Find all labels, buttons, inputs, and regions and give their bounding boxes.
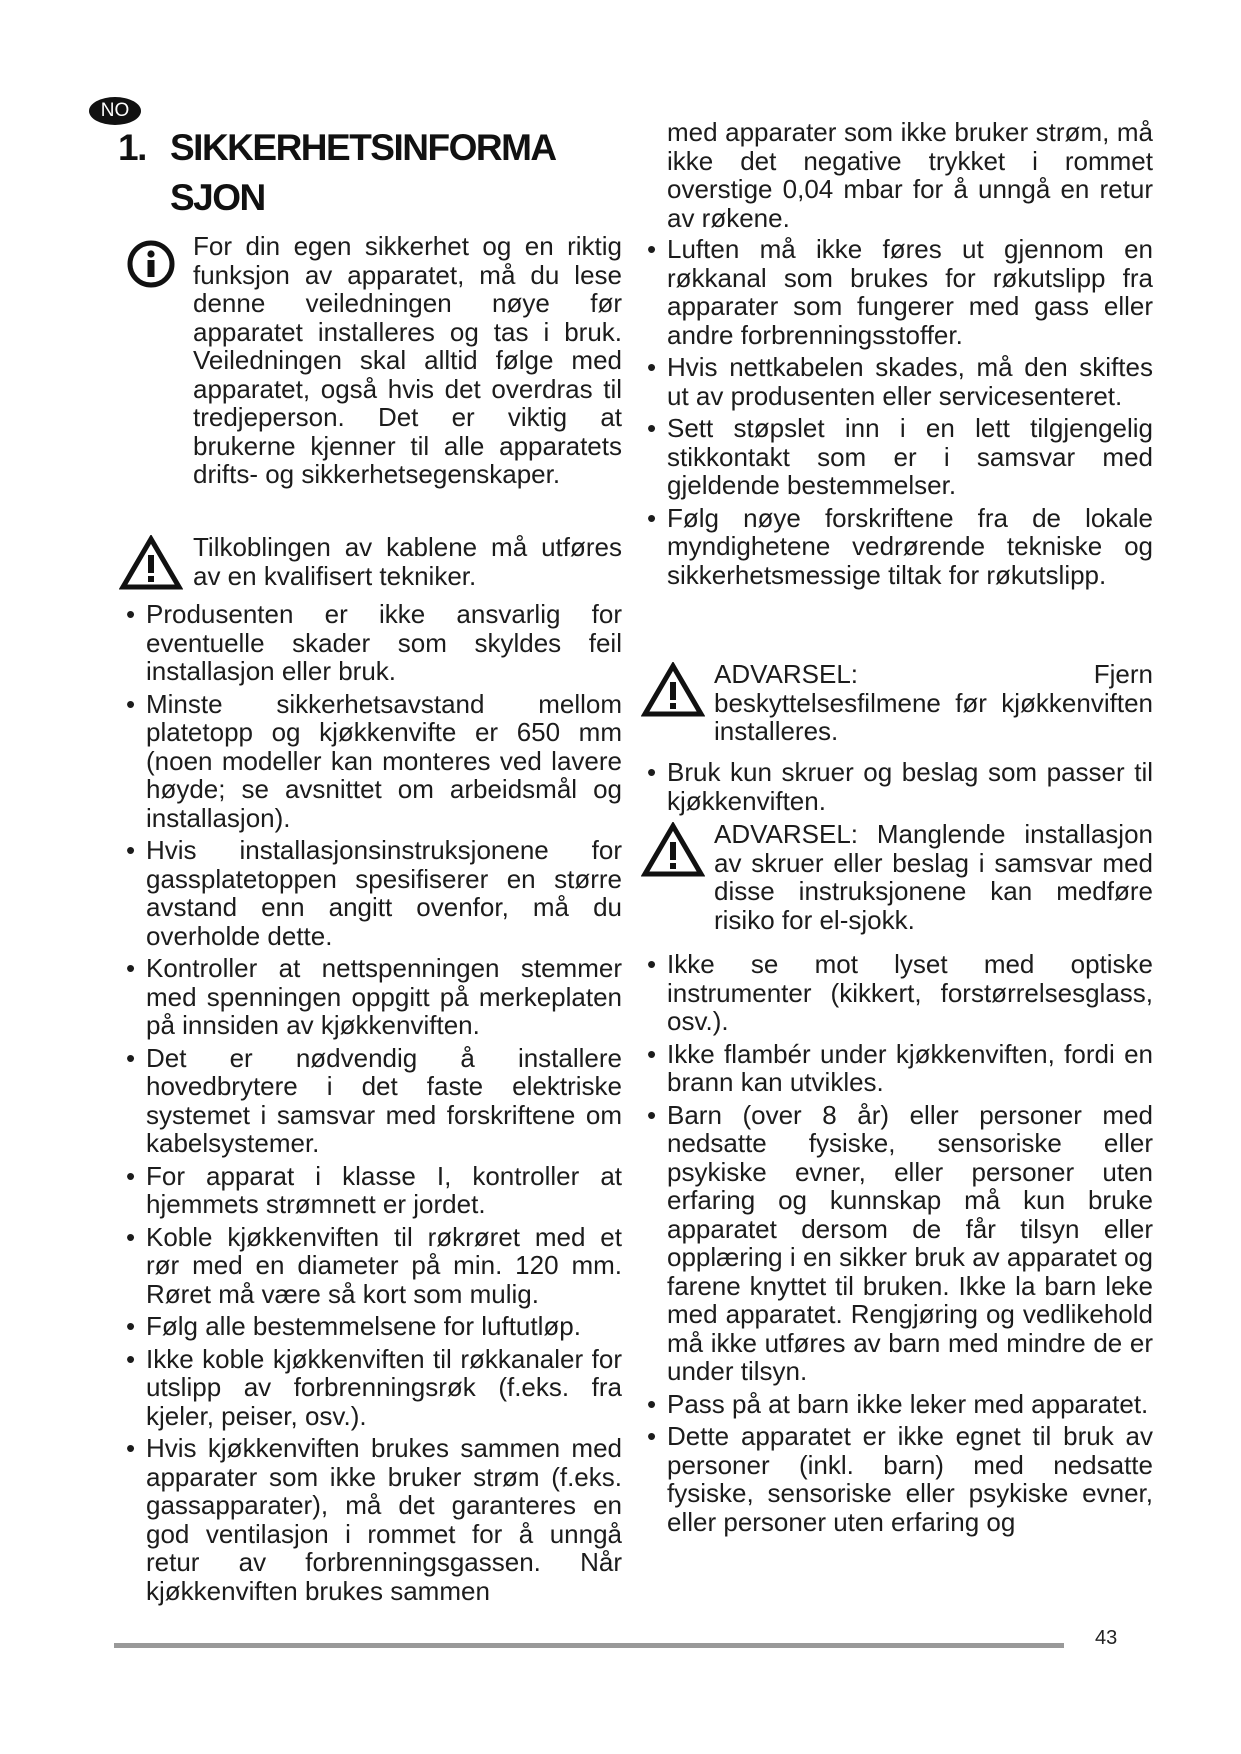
list-item: • Luften må ikke føres ut gjennom en røkkanal som brukes for røkutslipp fra apparater som fungerer med gass eller andre forbrenningsstoffer. (633, 235, 1153, 349)
list-item: • Ikke se mot lyset med optiske instrumenter (kikkert, forstørrelsesglass, osv.). (633, 950, 1153, 1036)
section-number: 1. (118, 127, 146, 168)
warning-remove-film (633, 660, 1153, 746)
warning-screws-text: ADVARSEL: Manglende installasjon av skruer eller beslag i samsvar med disse instruksjonene kan medføre risiko for el-sjokk. (714, 819, 1153, 935)
info-note (112, 232, 622, 489)
list-item: • Det er nødvendig å installere hovedbrytere i det faste elektriske systemet i samsvar med forskriftene om kabelsystemer. (112, 1044, 622, 1158)
list-item: • Hvis nettkabelen skades, må den skiftes ut av produsenten eller servicesenteret. (633, 353, 1153, 410)
right-bullet-list-b (633, 758, 1153, 815)
warning-note (112, 533, 622, 590)
info-note-text: For din egen sikkerhet og en riktig funksjon av apparatet, må du lese denne veiledningen nøye før apparatet installeres og tas i bruk. Veiledningen skal alltid følge med apparatet, også hvis det overdras til tredjeperson. Det er viktig at brukerne kjenner til alle apparatets drifts- og sikkerhetsegenskaper. (193, 231, 622, 489)
list-item: • Ikke flambér under kjøkkenviften, fordi en brann kan utvikles. (633, 1040, 1153, 1097)
list-item: • Bruk kun skruer og beslag som passer til kjøkkenviften. (633, 758, 1153, 815)
language-badge: NO (89, 97, 141, 125)
list-item: • Sett støpslet inn i en lett tilgjengelig stikkontakt som er i samsvar med gjeldende bestemmelser. (633, 414, 1153, 500)
list-item: • Dette apparatet er ikke egnet til bruk av personer (inkl. barn) med nedsatte fysiske, sensoriske eller psykiske evner, eller personer uten erfaring og (633, 1422, 1153, 1536)
section-title-line2: SJON (170, 177, 265, 218)
right-bullet-list-a (633, 235, 1153, 589)
list-item: • For apparat i klasse I, kontroller at hjemmets strømnett er jordet. (112, 1162, 622, 1219)
page-number: 43 (1095, 1627, 1118, 1649)
warning-note-text: Tilkoblingen av kablene må utføres av en kvalifisert tekniker. (193, 532, 622, 591)
list-item: • Produsenten er ikke ansvarlig for eventuelle skader som skyldes feil installasjon eller bruk. (112, 600, 622, 686)
footer-rule (114, 1643, 1064, 1648)
continuation-text: med apparater som ikke bruker strøm, må ikke det negative trykket i rommet overstige 0,04 mbar for å unngå en retur av røkene. (667, 117, 1153, 233)
warning-icon (119, 535, 183, 591)
list-item: • Følg alle bestemmelsene for luftutløp. (112, 1312, 622, 1341)
warning-remove-film-text: ADVARSEL: Fjern beskyttelsesfilmene før kjøkkenviften installeres. (714, 659, 1153, 746)
warning-icon (641, 662, 705, 718)
list-item: • Hvis installasjonsinstruksjonene for gassplatetoppen spesifiserer en større avstand enn angitt ovenfor, må du overholde dette. (112, 836, 622, 950)
list-item: • Pass på at barn ikke leker med apparatet. (633, 1390, 1153, 1419)
list-item: • Minste sikkerhetsavstand mellom platetopp og kjøkkenvifte er 650 mm (noen modeller kan monteres ved lavere høyde; se avsnittet om arbeidsmål og installasjon). (112, 690, 622, 833)
warning-screws (633, 820, 1153, 934)
list-item: • Barn (over 8 år) eller personer med nedsatte fysiske, sensoriske eller psykiske evner, eller personer uten erfaring og kunnskap må kun bruke apparatet dersom de får tilsyn eller opplæring i en sikker bruk av apparatet og farene knyttet til bruken. Ikke la barn leke med apparatet. Rengjøring og vedlikehold må ikke utføres av barn med mindre de er under tilsyn. (633, 1101, 1153, 1386)
section-title-line1: SIKKERHETSINFORMA (170, 127, 556, 168)
list-item: • Kontroller at nettspenningen stemmer med spenningen oppgitt på merkeplaten på innsiden av kjøkkenviften. (112, 954, 622, 1040)
list-item: • Følg nøye forskriftene fra de lokale myndighetene vedrørende tekniske og sikkerhetsmessige tiltak for røkutslipp. (633, 504, 1153, 590)
section-heading (118, 123, 556, 223)
warning-icon (641, 822, 705, 878)
list-item: • Ikke koble kjøkkenviften til røkkanaler for utslipp av forbrenningsrøk (f.eks. fra kjeler, peiser, osv.). (112, 1345, 622, 1431)
info-icon (126, 239, 176, 289)
list-item: • Hvis kjøkkenviften brukes sammen med apparater som ikke bruker strøm (f.eks. gassapparater), må det garanteres en god ventilasjon i rommet for å unngå retur av forbrenningsgassen. Når kjøkkenviften brukes sammen (112, 1434, 622, 1605)
left-bullet-list (112, 600, 622, 1605)
list-item: • Koble kjøkkenviften til røkrøret med et rør med en diameter på min. 120 mm. Røret må være så kort som mulig. (112, 1223, 622, 1309)
right-bullet-list-c (633, 950, 1153, 1536)
